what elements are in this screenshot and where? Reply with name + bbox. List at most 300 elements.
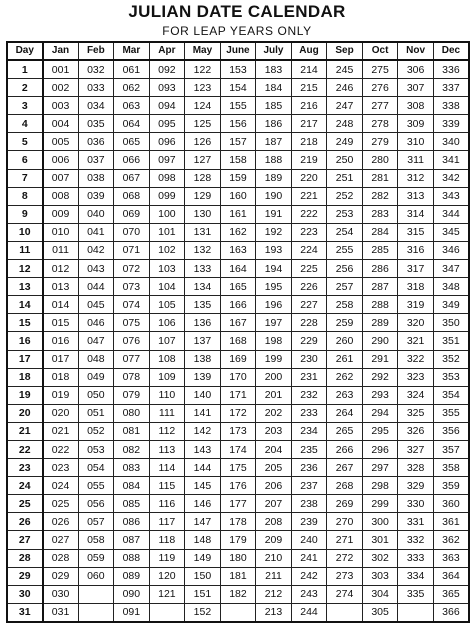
day-number-cell: 7 xyxy=(7,169,43,187)
julian-date-cell: 241 xyxy=(291,549,327,567)
julian-date-cell: 231 xyxy=(291,368,327,386)
julian-date-cell: 308 xyxy=(398,97,434,115)
julian-date-cell: 186 xyxy=(256,115,292,133)
julian-date-cell: 327 xyxy=(398,440,434,458)
julian-date-cell: 306 xyxy=(398,60,434,79)
column-header-june: June xyxy=(220,42,256,60)
day-number-cell: 16 xyxy=(7,332,43,350)
julian-date-cell xyxy=(327,603,363,622)
table-row xyxy=(7,567,469,585)
julian-date-cell: 318 xyxy=(398,278,434,296)
julian-date-cell: 266 xyxy=(327,440,363,458)
julian-date-cell: 093 xyxy=(149,79,185,97)
julian-date-cell: 280 xyxy=(362,151,398,169)
julian-date-cell: 219 xyxy=(291,151,327,169)
julian-date-cell: 291 xyxy=(362,350,398,368)
julian-date-cell: 286 xyxy=(362,260,398,278)
julian-date-cell: 181 xyxy=(220,567,256,585)
julian-date-cell: 097 xyxy=(149,151,185,169)
julian-date-cell: 172 xyxy=(220,404,256,422)
julian-date-cell: 282 xyxy=(362,187,398,205)
julian-date-cell: 226 xyxy=(291,278,327,296)
julian-date-cell: 254 xyxy=(327,223,363,241)
julian-date-cell: 245 xyxy=(327,60,363,79)
julian-date-cell: 363 xyxy=(433,549,469,567)
julian-date-cell: 063 xyxy=(114,97,150,115)
julian-date-cell: 100 xyxy=(149,205,185,223)
julian-date-cell: 203 xyxy=(256,422,292,440)
julian-date-cell: 122 xyxy=(185,60,221,79)
column-header-may: May xyxy=(185,42,221,60)
julian-date-cell: 223 xyxy=(291,223,327,241)
day-number-cell: 15 xyxy=(7,314,43,332)
day-number-cell: 17 xyxy=(7,350,43,368)
julian-date-cell: 316 xyxy=(398,241,434,259)
julian-date-cell: 362 xyxy=(433,531,469,549)
julian-date-cell: 064 xyxy=(114,115,150,133)
julian-date-cell: 125 xyxy=(185,115,221,133)
julian-date-cell: 057 xyxy=(78,513,114,531)
julian-date-cell xyxy=(78,585,114,603)
julian-date-cell: 325 xyxy=(398,404,434,422)
julian-date-cell: 083 xyxy=(114,459,150,477)
julian-date-cell: 010 xyxy=(43,223,79,241)
julian-date-cell: 214 xyxy=(291,60,327,79)
day-number-cell: 18 xyxy=(7,368,43,386)
julian-date-cell: 065 xyxy=(114,133,150,151)
julian-date-cell: 301 xyxy=(362,531,398,549)
julian-date-cell: 274 xyxy=(327,585,363,603)
table-row xyxy=(7,151,469,169)
julian-date-cell: 059 xyxy=(78,549,114,567)
julian-date-cell: 269 xyxy=(327,495,363,513)
julian-date-cell: 196 xyxy=(256,296,292,314)
julian-date-cell: 007 xyxy=(43,169,79,187)
julian-date-cell: 204 xyxy=(256,440,292,458)
julian-date-cell: 154 xyxy=(220,79,256,97)
julian-date-cell: 202 xyxy=(256,404,292,422)
julian-date-cell: 297 xyxy=(362,459,398,477)
julian-date-cell: 324 xyxy=(398,386,434,404)
julian-date-cell: 207 xyxy=(256,495,292,513)
julian-date-cell: 099 xyxy=(149,187,185,205)
julian-date-cell: 149 xyxy=(185,549,221,567)
julian-date-cell: 250 xyxy=(327,151,363,169)
julian-date-cell: 066 xyxy=(114,151,150,169)
julian-date-cell: 205 xyxy=(256,459,292,477)
julian-date-cell: 037 xyxy=(78,151,114,169)
julian-date-cell: 050 xyxy=(78,386,114,404)
julian-date-cell: 248 xyxy=(327,115,363,133)
column-header-apr: Apr xyxy=(149,42,185,60)
julian-date-cell: 221 xyxy=(291,187,327,205)
julian-date-cell: 140 xyxy=(185,386,221,404)
julian-date-cell: 139 xyxy=(185,368,221,386)
julian-date-cell: 285 xyxy=(362,241,398,259)
julian-date-cell: 001 xyxy=(43,60,79,79)
julian-date-cell: 236 xyxy=(291,459,327,477)
julian-date-cell: 025 xyxy=(43,495,79,513)
julian-date-cell: 142 xyxy=(185,422,221,440)
julian-date-cell: 339 xyxy=(433,115,469,133)
day-number-cell: 29 xyxy=(7,567,43,585)
julian-date-cell: 163 xyxy=(220,241,256,259)
julian-date-cell: 323 xyxy=(398,368,434,386)
header-row xyxy=(7,42,469,60)
table-row xyxy=(7,350,469,368)
julian-date-cell: 075 xyxy=(114,314,150,332)
day-number-cell: 10 xyxy=(7,223,43,241)
julian-date-cell: 055 xyxy=(78,477,114,495)
julian-date-cell: 354 xyxy=(433,386,469,404)
table-row xyxy=(7,97,469,115)
day-number-cell: 14 xyxy=(7,296,43,314)
column-header-sep: Sep xyxy=(327,42,363,60)
julian-date-cell: 251 xyxy=(327,169,363,187)
julian-date-cell: 332 xyxy=(398,531,434,549)
table-row xyxy=(7,368,469,386)
julian-date-cell: 128 xyxy=(185,169,221,187)
day-number-cell: 6 xyxy=(7,151,43,169)
table-row xyxy=(7,332,469,350)
julian-date-cell: 102 xyxy=(149,241,185,259)
julian-date-cell: 116 xyxy=(149,495,185,513)
julian-date-cell: 089 xyxy=(114,567,150,585)
julian-date-cell: 134 xyxy=(185,278,221,296)
julian-date-cell: 256 xyxy=(327,260,363,278)
julian-date-cell: 342 xyxy=(433,169,469,187)
julian-date-cell: 056 xyxy=(78,495,114,513)
julian-date-cell: 021 xyxy=(43,422,79,440)
julian-date-cell: 127 xyxy=(185,151,221,169)
julian-date-cell: 096 xyxy=(149,133,185,151)
day-number-cell: 30 xyxy=(7,585,43,603)
julian-date-cell: 017 xyxy=(43,350,79,368)
julian-date-cell: 197 xyxy=(256,314,292,332)
julian-date-cell: 213 xyxy=(256,603,292,622)
julian-date-cell: 126 xyxy=(185,133,221,151)
julian-date-cell: 031 xyxy=(43,603,79,622)
julian-date-cell: 092 xyxy=(149,60,185,79)
julian-date-cell: 032 xyxy=(78,60,114,79)
julian-date-cell: 160 xyxy=(220,187,256,205)
julian-date-cell: 188 xyxy=(256,151,292,169)
julian-date-cell: 141 xyxy=(185,404,221,422)
julian-date-cell: 060 xyxy=(78,567,114,585)
julian-date-cell: 136 xyxy=(185,314,221,332)
table-row xyxy=(7,187,469,205)
julian-date-cell: 106 xyxy=(149,314,185,332)
column-header-day: Day xyxy=(7,42,43,60)
julian-date-cell: 273 xyxy=(327,567,363,585)
julian-date-cell: 006 xyxy=(43,151,79,169)
julian-date-cell: 336 xyxy=(433,60,469,79)
julian-date-cell: 012 xyxy=(43,260,79,278)
julian-date-cell: 043 xyxy=(78,260,114,278)
julian-date-cell: 143 xyxy=(185,440,221,458)
julian-date-cell: 069 xyxy=(114,205,150,223)
julian-date-table xyxy=(6,41,470,623)
julian-date-cell: 307 xyxy=(398,79,434,97)
julian-date-cell: 176 xyxy=(220,477,256,495)
julian-date-cell: 209 xyxy=(256,531,292,549)
julian-date-cell: 335 xyxy=(398,585,434,603)
table-row xyxy=(7,260,469,278)
table-row xyxy=(7,513,469,531)
julian-date-cell: 165 xyxy=(220,278,256,296)
table-row xyxy=(7,404,469,422)
julian-date-cell: 234 xyxy=(291,422,327,440)
table-row xyxy=(7,296,469,314)
julian-date-cell: 270 xyxy=(327,513,363,531)
julian-date-cell: 182 xyxy=(220,585,256,603)
julian-date-cell: 168 xyxy=(220,332,256,350)
julian-date-cell: 322 xyxy=(398,350,434,368)
julian-date-cell: 070 xyxy=(114,223,150,241)
calendar-subtitle: FOR LEAP YEARS ONLY xyxy=(162,24,312,38)
julian-date-cell: 166 xyxy=(220,296,256,314)
julian-date-cell: 158 xyxy=(220,151,256,169)
julian-date-cell: 326 xyxy=(398,422,434,440)
day-number-cell: 4 xyxy=(7,115,43,133)
julian-date-cell: 095 xyxy=(149,115,185,133)
julian-date-cell: 053 xyxy=(78,440,114,458)
julian-date-cell: 171 xyxy=(220,386,256,404)
julian-date-cell: 366 xyxy=(433,603,469,622)
table-header xyxy=(7,42,469,60)
julian-date-cell: 259 xyxy=(327,314,363,332)
julian-date-cell: 015 xyxy=(43,314,79,332)
julian-date-cell: 337 xyxy=(433,79,469,97)
julian-date-cell: 135 xyxy=(185,296,221,314)
julian-date-cell: 357 xyxy=(433,440,469,458)
julian-date-cell: 192 xyxy=(256,223,292,241)
julian-date-cell: 174 xyxy=(220,440,256,458)
day-number-cell: 19 xyxy=(7,386,43,404)
julian-date-cell: 348 xyxy=(433,278,469,296)
julian-date-cell: 290 xyxy=(362,332,398,350)
julian-date-cell: 225 xyxy=(291,260,327,278)
julian-date-cell: 016 xyxy=(43,332,79,350)
table-row xyxy=(7,79,469,97)
day-number-cell: 2 xyxy=(7,79,43,97)
julian-date-cell: 084 xyxy=(114,477,150,495)
julian-date-cell: 114 xyxy=(149,459,185,477)
julian-date-cell: 079 xyxy=(114,386,150,404)
julian-date-cell: 292 xyxy=(362,368,398,386)
julian-date-cell: 195 xyxy=(256,278,292,296)
julian-date-cell: 120 xyxy=(149,567,185,585)
julian-date-cell: 041 xyxy=(78,223,114,241)
julian-date-cell xyxy=(220,603,256,622)
day-number-cell: 24 xyxy=(7,477,43,495)
julian-date-cell: 346 xyxy=(433,241,469,259)
julian-date-cell: 058 xyxy=(78,531,114,549)
column-header-july: July xyxy=(256,42,292,60)
table-row xyxy=(7,60,469,79)
julian-date-cell: 265 xyxy=(327,422,363,440)
julian-date-cell: 215 xyxy=(291,79,327,97)
julian-date-cell: 042 xyxy=(78,241,114,259)
julian-date-cell: 293 xyxy=(362,386,398,404)
julian-date-cell: 361 xyxy=(433,513,469,531)
julian-date-cell: 117 xyxy=(149,513,185,531)
julian-date-cell: 233 xyxy=(291,404,327,422)
julian-date-cell: 039 xyxy=(78,187,114,205)
table-row xyxy=(7,477,469,495)
julian-date-cell: 320 xyxy=(398,314,434,332)
julian-date-cell: 118 xyxy=(149,531,185,549)
julian-date-cell: 302 xyxy=(362,549,398,567)
day-number-cell: 8 xyxy=(7,187,43,205)
julian-date-cell: 002 xyxy=(43,79,79,97)
julian-date-cell: 159 xyxy=(220,169,256,187)
julian-date-cell: 054 xyxy=(78,459,114,477)
julian-date-cell: 268 xyxy=(327,477,363,495)
julian-date-cell: 198 xyxy=(256,332,292,350)
julian-date-cell: 048 xyxy=(78,350,114,368)
table-body xyxy=(7,60,469,622)
julian-date-cell: 185 xyxy=(256,97,292,115)
julian-date-cell: 028 xyxy=(43,549,79,567)
julian-date-cell: 296 xyxy=(362,440,398,458)
julian-date-cell: 047 xyxy=(78,332,114,350)
julian-date-cell: 029 xyxy=(43,567,79,585)
julian-date-cell: 228 xyxy=(291,314,327,332)
julian-date-cell: 108 xyxy=(149,350,185,368)
julian-date-cell: 155 xyxy=(220,97,256,115)
day-number-cell: 12 xyxy=(7,260,43,278)
table-row xyxy=(7,169,469,187)
julian-date-cell: 020 xyxy=(43,404,79,422)
julian-date-cell: 317 xyxy=(398,260,434,278)
julian-date-cell: 091 xyxy=(114,603,150,622)
julian-date-cell: 153 xyxy=(220,60,256,79)
julian-date-cell: 062 xyxy=(114,79,150,97)
julian-date-cell: 343 xyxy=(433,187,469,205)
julian-date-cell: 350 xyxy=(433,314,469,332)
julian-date-cell: 267 xyxy=(327,459,363,477)
julian-date-cell: 098 xyxy=(149,169,185,187)
julian-date-cell: 086 xyxy=(114,513,150,531)
julian-date-cell: 072 xyxy=(114,260,150,278)
julian-date-cell: 008 xyxy=(43,187,79,205)
julian-date-cell: 152 xyxy=(185,603,221,622)
julian-date-cell: 300 xyxy=(362,513,398,531)
julian-date-cell: 081 xyxy=(114,422,150,440)
column-header-feb: Feb xyxy=(78,42,114,60)
julian-date-cell: 258 xyxy=(327,296,363,314)
julian-date-cell: 333 xyxy=(398,549,434,567)
julian-date-cell: 071 xyxy=(114,241,150,259)
table-row xyxy=(7,314,469,332)
julian-date-cell: 068 xyxy=(114,187,150,205)
julian-date-cell: 356 xyxy=(433,422,469,440)
table-row xyxy=(7,459,469,477)
julian-date-cell: 124 xyxy=(185,97,221,115)
julian-date-cell: 104 xyxy=(149,278,185,296)
julian-date-cell: 232 xyxy=(291,386,327,404)
julian-date-cell: 101 xyxy=(149,223,185,241)
julian-date-cell: 123 xyxy=(185,79,221,97)
julian-date-cell: 180 xyxy=(220,549,256,567)
julian-date-cell: 305 xyxy=(362,603,398,622)
julian-date-cell: 150 xyxy=(185,567,221,585)
day-number-cell: 3 xyxy=(7,97,43,115)
julian-date-cell: 022 xyxy=(43,440,79,458)
julian-date-cell: 077 xyxy=(114,350,150,368)
julian-date-cell: 334 xyxy=(398,567,434,585)
julian-date-cell: 294 xyxy=(362,404,398,422)
julian-date-cell: 144 xyxy=(185,459,221,477)
julian-date-cell: 304 xyxy=(362,585,398,603)
julian-date-cell: 147 xyxy=(185,513,221,531)
julian-date-cell: 252 xyxy=(327,187,363,205)
julian-date-cell: 023 xyxy=(43,459,79,477)
julian-date-cell: 303 xyxy=(362,567,398,585)
julian-date-cell: 238 xyxy=(291,495,327,513)
julian-date-cell: 094 xyxy=(149,97,185,115)
julian-date-cell: 277 xyxy=(362,97,398,115)
julian-date-cell: 145 xyxy=(185,477,221,495)
julian-date-cell: 239 xyxy=(291,513,327,531)
julian-date-cell: 217 xyxy=(291,115,327,133)
julian-date-cell: 162 xyxy=(220,223,256,241)
julian-date-cell: 179 xyxy=(220,531,256,549)
julian-date-cell: 263 xyxy=(327,386,363,404)
julian-date-cell: 227 xyxy=(291,296,327,314)
julian-date-cell: 257 xyxy=(327,278,363,296)
julian-date-cell: 157 xyxy=(220,133,256,151)
julian-date-cell: 246 xyxy=(327,79,363,97)
julian-date-cell: 078 xyxy=(114,368,150,386)
julian-date-cell: 103 xyxy=(149,260,185,278)
julian-date-cell: 309 xyxy=(398,115,434,133)
julian-date-cell: 167 xyxy=(220,314,256,332)
table-row xyxy=(7,278,469,296)
julian-date-cell: 347 xyxy=(433,260,469,278)
julian-date-cell: 105 xyxy=(149,296,185,314)
julian-date-cell: 314 xyxy=(398,205,434,223)
column-header-aug: Aug xyxy=(291,42,327,60)
julian-date-cell: 261 xyxy=(327,350,363,368)
julian-date-cell: 352 xyxy=(433,350,469,368)
julian-date-cell: 358 xyxy=(433,459,469,477)
day-number-cell: 11 xyxy=(7,241,43,259)
julian-date-cell: 287 xyxy=(362,278,398,296)
table-row xyxy=(7,422,469,440)
day-number-cell: 31 xyxy=(7,603,43,622)
julian-date-cell: 190 xyxy=(256,187,292,205)
table-row xyxy=(7,223,469,241)
calendar-title: JULIAN DATE CALENDAR xyxy=(128,2,346,21)
julian-date-cell: 289 xyxy=(362,314,398,332)
table-row xyxy=(7,531,469,549)
julian-date-cell: 051 xyxy=(78,404,114,422)
julian-date-cell: 170 xyxy=(220,368,256,386)
julian-date-cell: 076 xyxy=(114,332,150,350)
julian-date-cell: 199 xyxy=(256,350,292,368)
julian-date-cell: 201 xyxy=(256,386,292,404)
table-row xyxy=(7,386,469,404)
day-number-cell: 26 xyxy=(7,513,43,531)
julian-date-cell: 061 xyxy=(114,60,150,79)
day-number-cell: 21 xyxy=(7,422,43,440)
julian-date-cell: 345 xyxy=(433,223,469,241)
julian-date-cell: 080 xyxy=(114,404,150,422)
day-number-cell: 13 xyxy=(7,278,43,296)
day-number-cell: 27 xyxy=(7,531,43,549)
